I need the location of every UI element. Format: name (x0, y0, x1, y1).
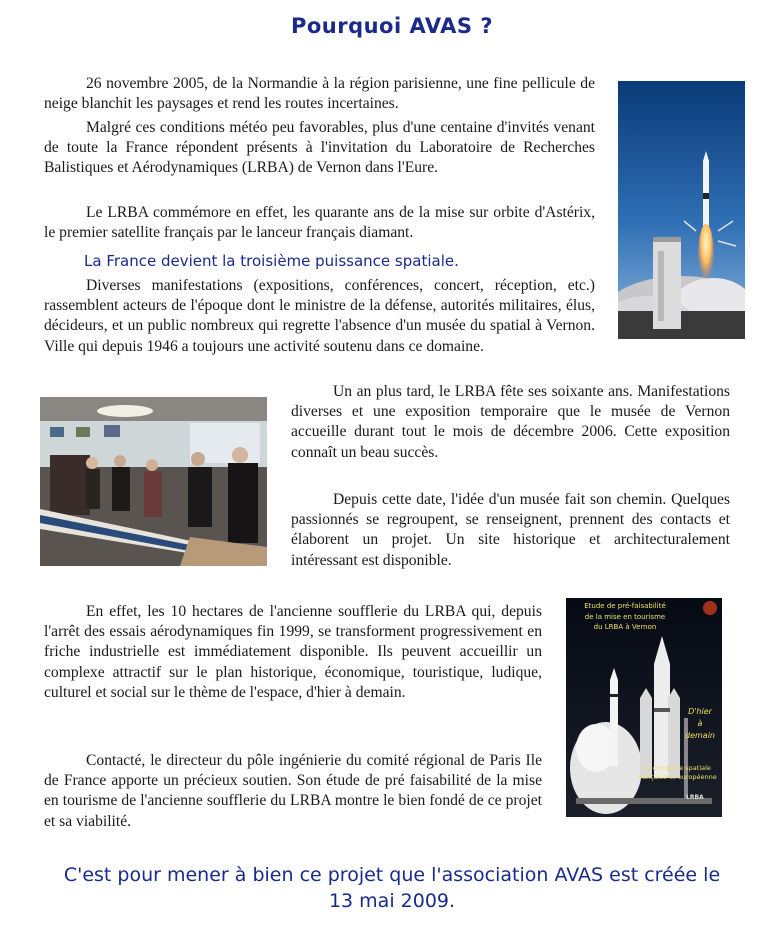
paragraph-soufflerie: En effet, les 10 hectares de l'ancienne soufflerie du LRBA qui, depuis l'arrêt des essais aérodynamiques fin 1999, se transforment progressivement en friche industrielle est immédiatement disponible. Ils peuvent accueillir un complexe attractif sur le plan historique, économique, touristique, ludique, culturel et social sur le thème de l'espace, d'hier à demain. (44, 603, 542, 701)
poster-heading-line-1: Etude de pré-faisabilité (584, 602, 666, 610)
poster-caption-line-1: La conquête spatiale (643, 764, 711, 772)
exhibition-image (40, 397, 267, 566)
poster-logo: LRBA (686, 794, 704, 801)
page-title: Pourquoi AVAS ? (290, 14, 494, 38)
poster-side-line-2: à (697, 719, 703, 728)
exhibition-photo (40, 397, 267, 566)
paragraph-projet: Depuis cette date, l'idée d'un musée fait son chemin. Quelques passionnés se regroupent, se renseignent, prennent des contacts et élaborent un projet. Un site historique et architecturalement intéressant est disponible. (291, 491, 730, 569)
paragraph-asterix: Le LRBA commémore en effet, les quarante ans de la mise sur orbite d'Astérix, le premier satellite français par le lanceur français diamant. (44, 204, 595, 242)
paragraph-etude: Contacté, le directeur du pôle ingénierie du comité régional de Paris Ile de France apporte un précieux soutien. Son étude de pré faisabilité de la mise en tourisme de l'ancienne soufflerie du LRBA montre le bien fondé de ce projet et sa viabilité. (44, 752, 542, 830)
study-poster (566, 598, 722, 817)
rocket-launch-photo (618, 81, 745, 339)
footer-banner (0, 862, 784, 914)
paragraph-soixante-ans: Un an plus tard, le LRBA fête ses soixante ans. Manifestations diverses et une exposition temporaire que le musée de Vernon accueille durant tout le mois de décembre 2006. Cette exposition connaît un beau succès. (291, 383, 730, 461)
poster-caption (632, 764, 722, 782)
poster-heading (570, 601, 680, 633)
footer-line-1: C'est pour mener à bien ce projet que l'association AVAS est créée le (63, 864, 721, 886)
poster-heading-line-3: du LRBA à Vernon (593, 623, 657, 631)
poster-side-text (682, 706, 718, 742)
paragraph-invites: Malgré ces conditions météo peu favorables, plus d'une centaine d'invités venant de toute la France répondent présents à l'invitation du Laboratoire de Recherches Balistiques et Aérodynamiques (LRBA) de Vernon dans l'Eure. (44, 119, 595, 177)
poster-heading-line-2: de la mise en tourisme (584, 612, 666, 621)
paragraph-manifestations: Diverses manifestations (expositions, conférences, concert, réception, etc.) rassemblent acteurs de l'époque dont le ministre de la défense, autorités militaires, élus, décideurs, et un public nombreux qui regrette l'absence d'un musée du spatial à Vernon. Ville qui depuis 1946 a toujours une activité soutenu dans ce domaine. (44, 277, 595, 355)
poster-caption-line-2: française et européenne (637, 773, 717, 781)
subheading: La France devient la troisième puissance spatiale. (84, 252, 459, 270)
rocket-launch-image (618, 81, 745, 339)
paragraph-intro: 26 novembre 2005, de la Normandie à la région parisienne, une fine pellicule de neige blanchit les paysages et rend les routes incertaines. (44, 75, 595, 113)
poster-side-line-3: demain (685, 731, 715, 740)
footer-line-2: 13 mai 2009. (328, 890, 456, 912)
poster-side-line-1: D'hier (688, 707, 712, 716)
